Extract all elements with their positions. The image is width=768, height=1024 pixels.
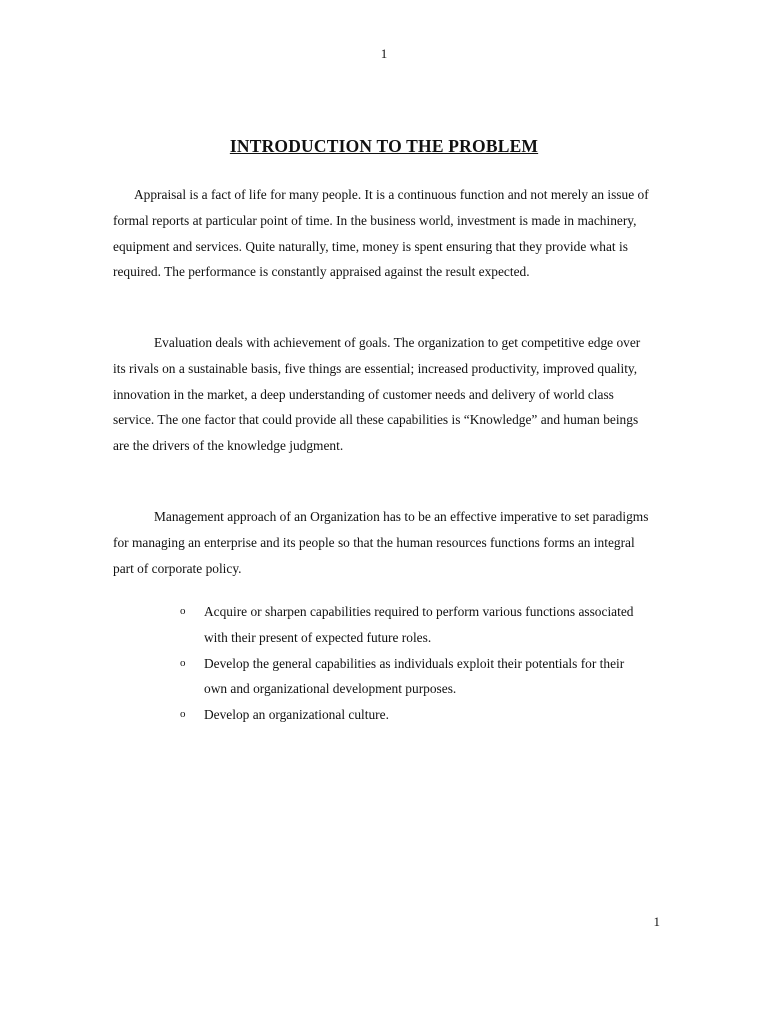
bullet-item [180, 651, 650, 703]
bullet-marker-icon: o [180, 656, 186, 669]
paragraph-management: Management approach of an Organization has to be an effective imperative to set paradigms for managing an enterprise and its people so that the human resources functions forms an integral part of corporate policy. [113, 509, 649, 576]
header-page-number: 1 [380, 46, 388, 61]
bullet-marker-icon: o [180, 708, 186, 721]
paragraph-appraisal: Appraisal is a fact of life for many people. It is a continuous function and not merely an issue of formal reports at particular point of time. In the business world, investment is made in machinery, equipment and services. Quite naturally, time, money is spent ensuring that they provide what is required. The performance is constantly appraised against the result expected. [113, 187, 649, 280]
footer-page-number: 1 [653, 914, 660, 929]
bullet-text: Develop the general capabilities as individuals exploit their potentials for their own and organizational development purposes. [204, 655, 625, 697]
bullet-text: Develop an organizational culture. [204, 707, 389, 723]
bullet-marker-icon: o [180, 605, 186, 617]
bullet-item [180, 599, 650, 651]
bullet-item [180, 702, 650, 728]
bullet-list [180, 599, 650, 728]
paragraph-evaluation: Evaluation deals with achievement of goals. The organization to get competitive edge over its rivals on a sustainable basis, five things are essential; increased productivity, improved quality, innovation in the market, a deep understanding of customer needs and delivery of world class service. The one factor that could provide all these capabilities is “Knowledge” and human beings are the drivers of the knowledge judgment. [113, 335, 641, 454]
document-title: INTRODUCTION TO THE PROBLEM [229, 136, 539, 156]
bullet-text: Acquire or sharpen capabilities required to perform various functions associated with their present of expected future roles. [204, 604, 634, 645]
